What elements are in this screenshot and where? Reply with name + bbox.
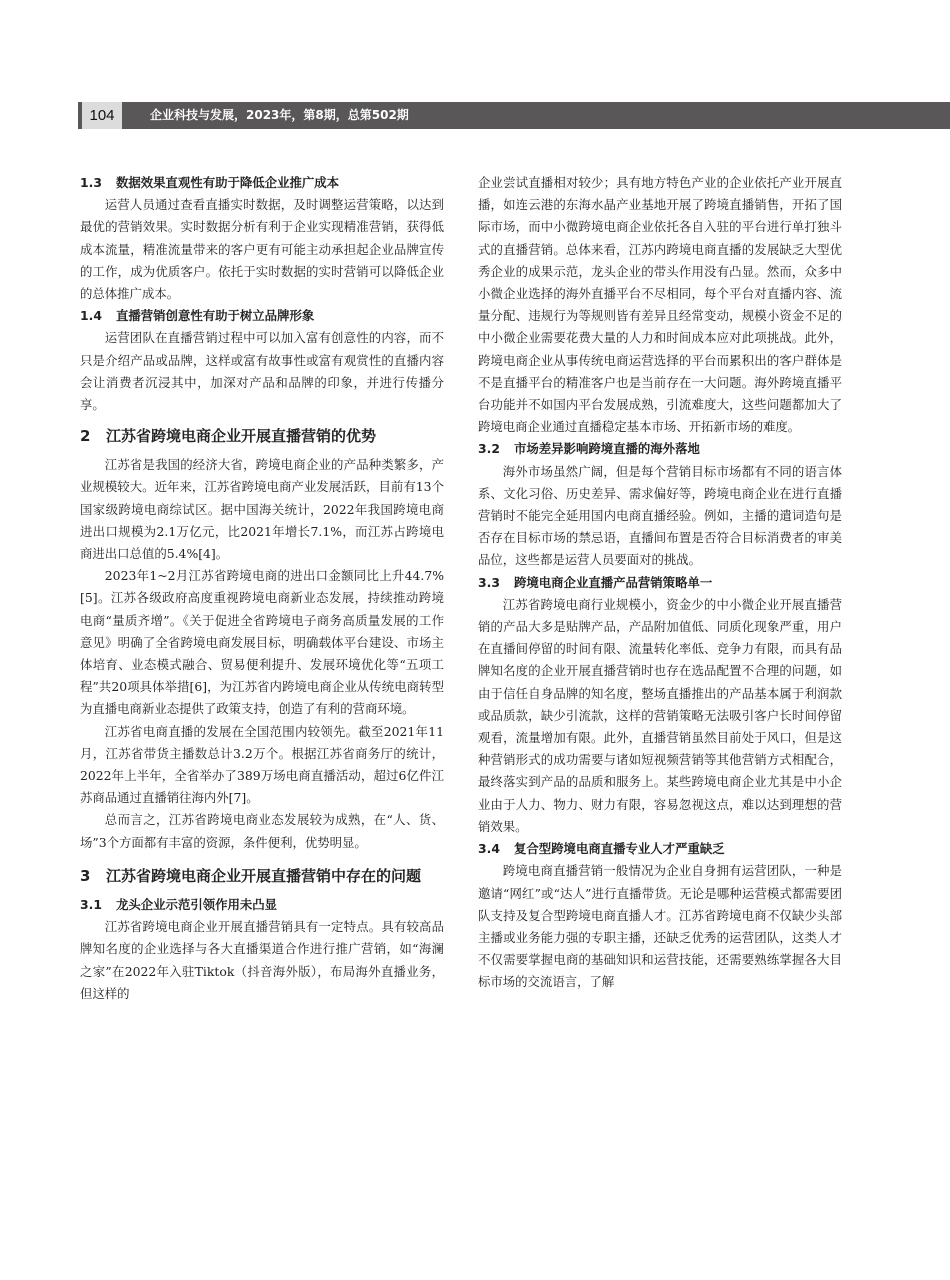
page-number: 104 [82, 102, 122, 129]
paragraph: 江苏省跨境电商行业规模小，资金少的中小微企业开展直播营销的产品大多是贴牌产品，产品附加值低、同质化现象严重，用户在直播间停留的时间有限、流量转化率低、竞争力有限，而具有品牌知名度的企业开展直播营销时也存在选品配置不合理的问题，如由于信任自身品牌的知名度，整场直播推出的产品基本属于利润款或品质款，缺少引流款，这样的营销策略无法吸引客户长时间停留观看，流量增加有限。此外，直播营销虽然目前处于风口，但是这种营销形式的成功需要与诸如短视频营销等其他营销方式相配合，最终落实到产品的品质和服务上。某些跨境电商企业尤其是中小企业由于人力、物力、财力有限，容易忽视这点，难以达到理想的营销效果。 [478, 596, 842, 834]
section-heading-3-4: 3.4 复合型跨境电商直播专业人才严重缺乏 [478, 841, 725, 857]
paragraph: 运营团队在直播营销过程中可以加入富有创意性的内容，而不只是介绍产品或品牌，这样或富有故事性或富有观赏性的直播内容会让消费者沉浸其中，加深对产品和品牌的印象，并进行传播分享。 [80, 330, 444, 413]
paragraph: 海外市场虽然广阔，但是每个营销目标市场都有不同的语言体系、文化习俗、历史差异、需求偏好等，跨境电商企业在进行直播营销时不能完全延用国内电商直播经验。例如，主播的遣词造句是否存在目标市场的禁忌语，直播间布置是否符合目标消费者的审美品位，这些都是运营人员要面对的挑战。 [478, 463, 842, 568]
section-heading-3-2: 3.2 市场差异影响跨境直播的海外落地 [478, 441, 700, 457]
paragraph: 总而言之，江苏省跨境电商业态发展较为成熟，在“人、货、场”3个方面都有丰富的资源，条件便利，优势明显。 [80, 812, 444, 850]
paragraph: 江苏省是我国的经济大省，跨境电商企业的产品种类繁多，产业规模较大。近年来，江苏省跨境电商产业发展活跃，目前有13个国家级跨境电商综试区。据中国海关统计，2022年我国跨境电商进出口规模为2.1万亿元，比2021年增长7.1%，而江苏占跨境电商进出口总值的5.4%[4]。 [80, 457, 444, 562]
section-heading-3: 3 江苏省跨境电商企业开展直播营销中存在的问题 [80, 866, 422, 885]
journal-title: 企业科技与发展，2023年，第8期，总第502期 [150, 108, 409, 122]
paragraph: 运营人员通过查看直播实时数据，及时调整运营策略，以达到最优的营销效果。实时数据分析有利于企业实现精准营销，获得低成本流量，精准流量带来的客户更有可能主动承担起企业品牌宣传的工作，成为优质客户。依托于实时数据的实时营销可以降低企业的总体推广成本。 [80, 197, 444, 302]
paragraph: 江苏省跨境电商企业开展直播营销具有一定特点。具有较高品牌知名度的企业选择与各大直播渠道合作进行推广营销，如“海澜之家”在2022年入驻Tiktok（抖音海外版），布局海外直播业务，但这样的 [80, 919, 444, 1001]
paragraph: 2023年1~2月江苏省跨境电商的进出口金额同比上升44.7%[5]。江苏各级政府高度重视跨境电商新业态发展，持续推动跨境电商“量质齐增”。《关于促进全省跨境电子商务高质量发展的工作意见》明确了全省跨境电商发展目标，明确载体平台建设、市场主体培育、业态模式融合、贸易便利提升、发展环境优化等“五项工程”共20项具体举措[6]，为江苏省内跨境电商企业从传统电商转型为直播电商新业态提供了政策支持，创造了有利的营商环境。 [80, 568, 444, 717]
left-column [80, 172, 444, 1005]
section-heading-3-3: 3.3 跨境电商企业直播产品营销策略单一 [478, 574, 713, 590]
section-heading-1-3: 1.3 数据效果直观性有助于降低企业推广成本 [80, 175, 340, 190]
section-heading-3-1: 3.1 龙头企业示范引领作用未凸显 [80, 896, 278, 912]
paragraph: 跨境电商直播营销一般情况为企业自身拥有运营团队，一种是邀请“网红”或“达人”进行直播带货。无论是哪种运营模式都需要团队支持及复合型跨境电商直播人才。江苏省跨境电商不仅缺少头部主播或业务能力强的专职主播，还缺乏优秀的运营团队，这类人才不仅需要掌握电商的基础知识和运营技能，还需要熟练掌握各大目标市场的交流语言，了解 [478, 863, 842, 990]
section-heading-2: 2 江苏省跨境电商企业开展直播营销的优势 [80, 427, 377, 446]
paragraph: 企业尝试直播相对较少；具有地方特色产业的企业依托产业开展直播，如连云港的东海水晶产业基地开展了跨境直播销售，开拓了国际市场，而中小微跨境电商企业依托各自入驻的平台进行单打独斗式的直播营销。总体来看，江苏内跨境电商直播的发展缺乏大型优秀企业的成果示范，龙头企业的带头作用没有凸显。然而，众多中小微企业选择的海外直播平台不尽相同，每个平台对直播内容、流量分配、违规行为等规则皆有差异且经常变动，规模小资金不足的中小微企业需要花费大量的人力和时间成本应对此项挑战。此外，跨境电商企业从事传统电商运营选择的平台而累积出的客户群体是不是直播平台的精准客户也是当前存在一大问题。海外跨境直播平台功能并不如国内平台发展成熟，引流难度大，这些问题都加大了跨境电商企业通过直播稳定基本市场、开拓新市场的难度。 [478, 175, 842, 435]
section-heading-1-4: 1.4 直播营销创意性有助于树立品牌形象 [80, 308, 315, 324]
right-column [478, 172, 842, 994]
paragraph: 江苏省电商直播的发展在全国范围内较领先。截至2021年11月，江苏省带货主播数总计3.2万个。根据江苏省商务厅的统计，2022年上半年，全省举办了389万场电商直播活动，超过6亿件江苏商品通过直播销往海内外[7]。 [80, 723, 444, 806]
